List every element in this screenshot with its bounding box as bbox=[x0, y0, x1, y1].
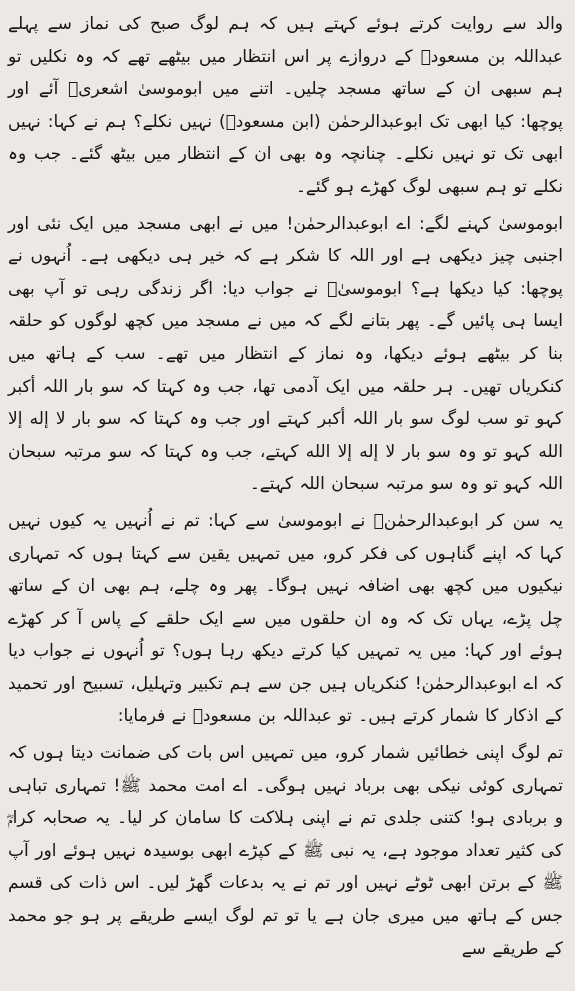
paragraph-4: تم لوگ اپنی خطائیں شمار کرو، میں تمہیں اس بات کی ضمانت دیتا ہوں کہ تمہاری کوئی نیکی بھی برباد نہیں ہوگی۔ اے امت محمد ﷺ! تمہاری تباہی و بربادی ہو! کتنی جلدی تم نے اپنی ہلاکت کا سامان کر لیا۔ یہ صحابہ کرامؓ کی کثیر تعداد موجود ہے، یہ نبی ﷺ کے کپڑے ابھی بوسیدہ نہیں ہوئے اور آپ ﷺ کے برتن ابھی ٹوٹے نہیں اور تم نے یہ بدعات گھڑ لیں۔ اس ذات کی قسم جس کے ہاتھ میں میری جان ہے یا تو تم لوگ ایسے طریقے پر ہو جو محمد کے طریقے سے bbox=[8, 743, 563, 959]
paragraph-3: یہ سن کر ابوعبدالرحمٰنؓ نے ابوموسیٰ سے کہا: تم نے اُنہیں یہ کیوں نہیں کہا کہ اپنے گناہوں کی فکر کرو، میں تمہیں یقین سے کہتا ہوں کہ تمہاری نیکیوں میں کچھ بھی اضافہ نہیں ہوگا۔ پھر وہ چلے، ہم بھی ان کے ساتھ چل پڑے، یہاں تک کہ وہ ان حلقوں میں سے ایک حلقے کے پاس آ کر کھڑے ہوئے اور کہا: میں یہ تمہیں کیا کرتے دیکھ رہا ہوں؟ تو اُنہوں نے جواب دیا کہ اے ابوعبدالرحمٰن! کنکریاں ہیں جن سے ہم تکبیر وتہلیل، تسبیح اور تحمید کے اذکار کا شمار کرتے ہیں۔ تو عبداللہ بن مسعودؓ نے فرمایا: bbox=[8, 510, 563, 727]
paragraph-2: ابوموسیٰ کہنے لگے: اے ابوعبدالرحمٰن! میں نے ابھی مسجد میں ایک نئی اور اجنبی چیز دیکھی ہے اور اللہ کا شکر ہے کہ خیر ہی دیکھی ہے۔ اُنہوں نے پوچھا: کیا دیکھا ہے؟ ابوموسیٰؓ نے جواب دیا: اگر زندگی رہی تو آپ بھی ایسا ہی پائیں گے۔ پھر بتانے لگے کہ میں نے مسجد میں کچھ لوگوں کو حلقہ بنا کر بیٹھے ہوئے دیکھا، وہ نماز کے انتظار میں تھے۔ سب کے ہاتھ میں کنکریاں تھیں۔ ہر حلقہ میں ایک آدمی تھا، جب وہ کہتا کہ سو بار اللہ أکبر کہو تو سب لوگ سو بار اللہ أکبر کہتے اور جب وہ کہتا کہ سو بار لا إله إلا الله کہو تو وہ سو بار لا إله إلا الله کہتے، جب وہ کہتا کہ سو مرتبہ سبحان اللہ کہو تو وہ سو مرتبہ سبحان اللہ کہتے۔ bbox=[8, 213, 563, 495]
paragraph-1: والد سے روایت کرتے ہوئے کہتے ہیں کہ ہم لوگ صبح کی نماز سے پہلے عبداللہ بن مسعودؓ کے دروازے پر اس انتظار میں بیٹھے تھے کہ وہ نکلیں تو ہم سبھی ان کے ساتھ مسجد چلیں۔ اتنے میں ابوموسیٰ اشعریؓ آئے اور پوچھا: کیا ابھی تک ابوعبدالرحمٰن (ابن مسعودؓ) نہیں نکلے؟ ہم نے کہا: نہیں ابھی تک تو نہیں نکلے۔ چنانچہ وہ بھی ان کے انتظار میں بیٹھ گئے۔ جب وہ نکلے تو ہم سبھی لوگ کھڑے ہو گئے۔ bbox=[8, 14, 563, 197]
